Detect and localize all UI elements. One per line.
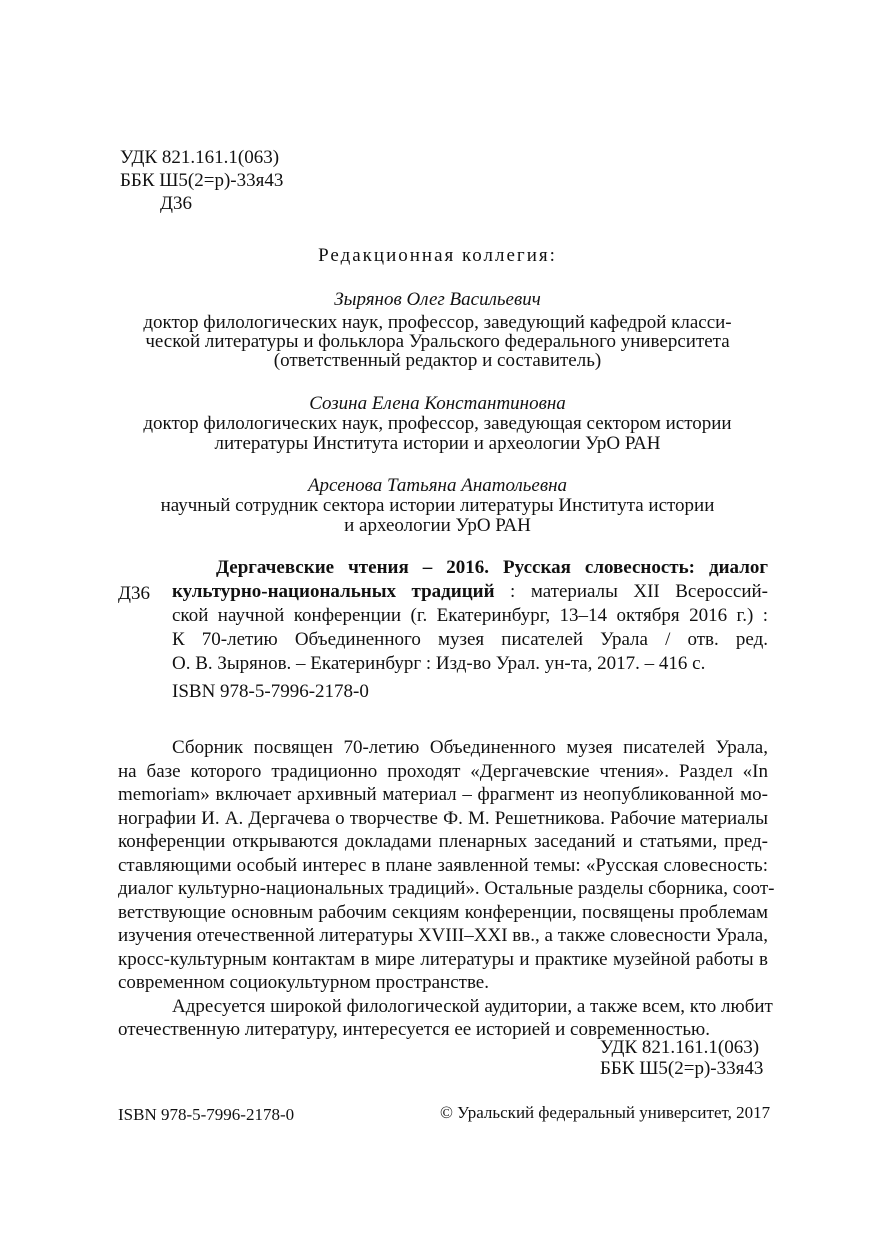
abstract-p1-line11: современном социокультурном пространстве.: [118, 972, 489, 993]
editorial-heading: Редакционная коллегия:: [318, 245, 557, 266]
copyright: © Уральский федеральный университет, 2017: [440, 1103, 771, 1122]
abstract: [118, 736, 775, 1042]
bib-title-line1: Дергачевские чтения – 2016. Русская словесность: диалог: [216, 557, 768, 578]
editor-desc-1-line3: (ответственный редактор и составитель): [273, 350, 602, 371]
author-sign-top: Д36: [160, 193, 192, 214]
udk-bottom: УДК 821.161.1(063): [600, 1037, 760, 1058]
isbn-bib: ISBN 978-5-7996-2178-0: [172, 681, 369, 702]
bib-line4: К 70-летию Объединенного музея писателей Урала / отв. ред.: [172, 629, 768, 650]
abstract-p2-line1: Адресуется широкой филологической аудитории, а также всем, кто любит: [172, 995, 773, 1017]
bbk-top: ББК Ш5(2=р)-33я43: [120, 170, 284, 191]
bib-title-line2-bold: культурно-национальных традиций: [172, 581, 495, 602]
abstract-p1-line9: изучения отечественной литературы XVIII–XXI вв., а также словесности Урала,: [118, 925, 768, 946]
editor-desc-3-line2: и археологии УрО РАН: [344, 515, 531, 536]
isbn-footer: ISBN 978-5-7996-2178-0: [118, 1105, 295, 1124]
abstract-p1-line5: конференции открываются докладами пленарных заседаний и статьями, пред-: [118, 831, 768, 852]
abstract-p1-line4: нографии И. А. Дергачева о творчестве Ф. М. Решетникова. Рабочие материалы: [118, 807, 768, 829]
editor-desc-2-line2: литературы Института истории и археологии УрО РАН: [214, 433, 661, 454]
abstract-p2-line2: отечественную литературу, интересуется ее историей и современностью.: [118, 1019, 710, 1040]
bib-title-line2-rest: : материалы XII Всероссий-: [494, 581, 769, 602]
abstract-p1-line7: диалог культурно-национальных традиций». Остальные разделы сборника, соот-: [118, 878, 775, 899]
editor-name-1: Зырянов Олег Васильевич: [334, 289, 541, 310]
abstract-p1-line6: ставляющими особый интерес в плане заявленной темы: «Русская словесность:: [118, 854, 768, 876]
abstract-p1-line3: memoriam» включает архивный материал – фрагмент из неопубликованной мо-: [118, 784, 768, 805]
editor-desc-2-line1: доктор филологических наук, профессор, заведующая сектором истории: [143, 413, 732, 434]
bib-title-line2: [172, 580, 768, 604]
editor-name-3: Арсенова Татьяна Анатольевна: [307, 475, 568, 496]
editor-desc-1-line1: доктор филологических наук, профессор, заведующий кафедрой класси-: [143, 312, 732, 333]
udk-top: УДК 821.161.1(063): [120, 147, 280, 168]
editor-desc-1-line2: ческой литературы и фольклора Уральского федерального университета: [145, 331, 730, 352]
bib-line3: ской научной конференции (г. Екатеринбург, 13–14 октября 2016 г.) :: [172, 605, 768, 626]
abstract-p1-line2: на базе которого традиционно проходят «Дергачевские чтения». Раздел «In: [118, 760, 768, 782]
abstract-p1-line8: ветствующие основным рабочим секциям конференции, посвящены проблемам: [118, 901, 768, 923]
bib-line5: О. В. Зырянов. – Екатеринбург : Изд-во Урал. ун-та, 2017. – 416 с.: [172, 653, 706, 674]
editor-name-2: Созина Елена Константиновна: [309, 393, 566, 414]
editor-desc-3-line1: научный сотрудник сектора истории литературы Института истории: [160, 495, 715, 516]
bibliographic-record: [172, 556, 768, 676]
abstract-p1-line1: Сборник посвящен 70-летию Объединенного музея писателей Урала,: [172, 737, 768, 758]
abstract-p1-line10: кросс-культурным контактам в мире литературы и практике музейной работы в: [118, 948, 768, 970]
bbk-bottom: ББК Ш5(2=р)-33я43: [600, 1058, 764, 1079]
author-sign-bib: Д36: [118, 583, 150, 604]
